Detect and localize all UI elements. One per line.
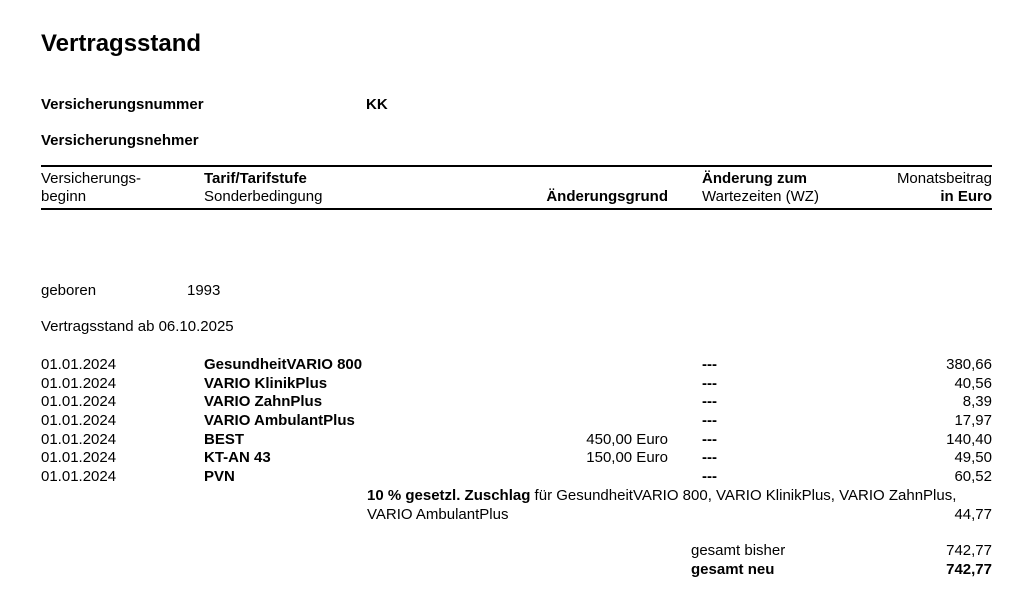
header-bottom-rule	[41, 208, 992, 210]
header-wz-line2: Wartezeiten (WZ)	[702, 188, 819, 205]
row-beitrag: 140,40	[946, 431, 992, 448]
row-wz: ---	[702, 356, 717, 373]
versicherungsnehmer-label: Versicherungsnehmer	[41, 132, 199, 149]
vertragsstand-ab: Vertragsstand ab 06.10.2025	[41, 318, 234, 335]
table-row	[0, 374, 1024, 393]
row-beitrag: 60,52	[954, 468, 992, 485]
row-wz: ---	[702, 412, 717, 429]
row-wz: ---	[702, 393, 717, 410]
row-tarif: VARIO ZahnPlus	[204, 393, 323, 410]
header-beitrag-line1: Monatsbeitrag	[896, 170, 992, 187]
geboren-label: geboren	[41, 282, 97, 299]
zuschlag-text	[367, 486, 992, 524]
zuschlag-description: für GesundheitVARIO 800, VARIO KlinikPlus, VARIO ZahnPlus, VARIO AmbulantPlus	[367, 487, 957, 523]
row-wz: ---	[702, 468, 717, 485]
header-tarif-line2: Sonderbedingung	[204, 188, 323, 205]
row-tarif: BEST	[204, 431, 245, 448]
row-beitrag: 49,50	[954, 449, 992, 466]
row-grund: 150,00 Euro	[586, 449, 668, 466]
table-row	[0, 467, 1024, 486]
gesamt-bisher-value: 742,77	[946, 542, 992, 559]
row-wz: ---	[702, 449, 717, 466]
header-col-wz	[702, 170, 819, 206]
row-date: 01.01.2024	[41, 356, 117, 373]
row-date: 01.01.2024	[41, 431, 117, 448]
row-wz: ---	[702, 375, 717, 392]
header-col-tarif	[204, 170, 322, 206]
row-tarif: GesundheitVARIO 800	[204, 356, 363, 373]
row-beitrag: 8,39	[962, 393, 992, 410]
gesamt-neu-value: 742,77	[946, 561, 992, 578]
versicherungsnummer-value: KK	[366, 96, 388, 113]
header-col-beitrag	[897, 170, 992, 206]
row-beitrag: 17,97	[954, 412, 992, 429]
row-date: 01.01.2024	[41, 412, 117, 429]
gesamt-bisher-label: gesamt bisher	[691, 542, 786, 559]
page-title: Vertragsstand	[41, 30, 202, 57]
table-row	[0, 448, 1024, 467]
header-col-beginn	[41, 170, 141, 206]
table-row	[0, 411, 1024, 430]
header-beginn-line1: Versicherungs-	[41, 170, 142, 187]
table-row	[0, 355, 1024, 374]
zuschlag-bold: 10 % gesetzl. Zuschlag	[367, 487, 531, 504]
row-wz: ---	[702, 431, 717, 448]
table-row	[0, 430, 1024, 449]
header-wz-line1: Änderung zum	[702, 170, 807, 187]
header-tarif-line1: Tarif/Tarifstufe	[204, 170, 307, 187]
row-tarif: VARIO KlinikPlus	[204, 375, 328, 392]
row-date: 01.01.2024	[41, 375, 117, 392]
row-beitrag: 40,56	[954, 375, 992, 392]
zuschlag-amount: 44,77	[954, 506, 992, 523]
row-grund: 450,00 Euro	[586, 431, 668, 448]
row-date: 01.01.2024	[41, 468, 117, 485]
row-date: 01.01.2024	[41, 449, 117, 466]
table-row	[0, 392, 1024, 411]
row-tarif: PVN	[204, 468, 235, 485]
row-tarif: VARIO AmbulantPlus	[204, 412, 355, 429]
row-beitrag: 380,66	[946, 356, 992, 373]
geboren-value: 1993	[187, 282, 221, 299]
header-col-aenderungsgrund: Änderungsgrund	[546, 188, 668, 205]
gesamt-neu-label: gesamt neu	[691, 561, 775, 578]
row-date: 01.01.2024	[41, 393, 117, 410]
row-tarif: KT-AN 43	[204, 449, 271, 466]
versicherungsnummer-label: Versicherungsnummer	[41, 96, 204, 113]
header-top-rule	[41, 165, 992, 167]
header-beginn-line2: beginn	[41, 188, 87, 205]
header-beitrag-line2: in Euro	[940, 188, 992, 205]
